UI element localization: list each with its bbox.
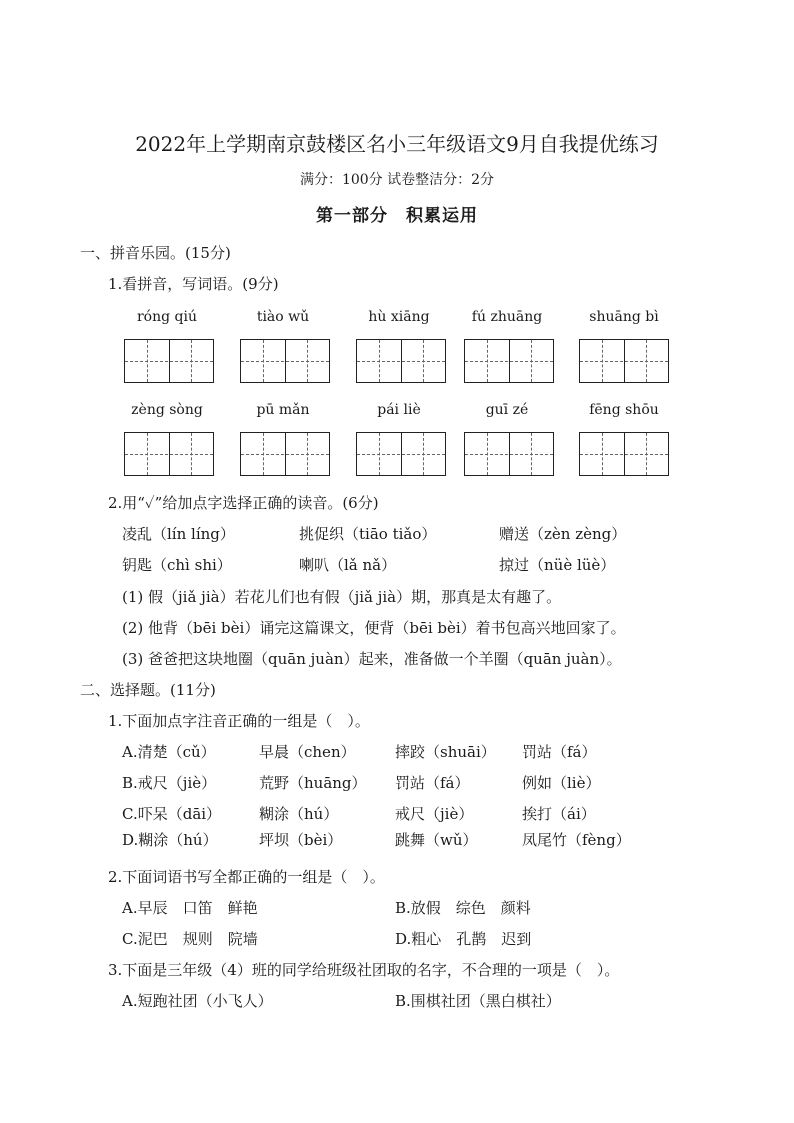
sentence-item[interactable]: (2) 他背（bēi bèi）诵完这篇课文，便背（bēi bèi）着书包高兴地回家了。: [122, 619, 626, 637]
choice-option: 坪坝（bèi）: [259, 831, 343, 849]
choice-option: 戒尺（jiè）: [395, 805, 474, 823]
pronunciation-item[interactable]: 掠过（nüè lüè）: [499, 556, 616, 574]
choice-option[interactable]: B.围棋社团（黑白棋社）: [395, 992, 561, 1010]
writing-grid[interactable]: [464, 432, 554, 476]
pronunciation-item[interactable]: 钥匙（chì shi）: [122, 556, 232, 574]
writing-grid[interactable]: [124, 432, 214, 476]
writing-grid[interactable]: [579, 339, 669, 383]
question-label: 3.下面是三年级（4）班的同学给班级社团取的名字，不合理的一项是（ ）。: [108, 961, 620, 979]
choice-option: 罚站（fá）: [395, 774, 470, 792]
pronunciation-item[interactable]: 赠送（zèn zèng）: [499, 525, 627, 543]
section-heading-choice: 二、选择题。(11分): [80, 681, 216, 699]
pinyin-label: róng qiú: [136, 309, 197, 325]
page-title: 2022年上学期南京鼓楼区名小三年级语文9月自我提优练习: [135, 132, 659, 156]
part-heading: 第一部分 积累运用: [316, 206, 478, 226]
choice-option: 摔跤（shuāi）: [395, 743, 496, 761]
writing-grid[interactable]: [464, 339, 554, 383]
choice-option: 荒野（huāng）: [259, 774, 367, 792]
choice-option: 凤尾竹（fèng）: [522, 831, 631, 849]
writing-grid[interactable]: [356, 339, 446, 383]
choice-option[interactable]: B.戒尺（jiè）: [122, 774, 217, 792]
pinyin-label: fú zhuāng: [471, 309, 543, 325]
pinyin-label: shuāng bì: [589, 309, 659, 325]
question-label: 1.下面加点字注音正确的一组是（ ）。: [108, 712, 370, 730]
pronunciation-item[interactable]: 挑促织（tiāo tiǎo）: [299, 525, 437, 543]
sentence-item[interactable]: (3) 爸爸把这块地圈（quān juàn）起来，准备做一个羊圈（quān juàn）。: [122, 650, 622, 668]
choice-option[interactable]: C.泥巴 规则 院墙: [122, 930, 258, 948]
question-label: 1.看拼音，写词语。(9分): [108, 275, 279, 293]
choice-option: 挨打（ái）: [522, 805, 596, 823]
writing-grid[interactable]: [240, 339, 330, 383]
writing-grid[interactable]: [356, 432, 446, 476]
writing-grid[interactable]: [579, 432, 669, 476]
choice-option[interactable]: D.粗心 孔鹊 迟到: [395, 930, 532, 948]
pronunciation-item[interactable]: 凌乱（lín líng）: [122, 525, 235, 543]
pinyin-label: fēng shōu: [589, 402, 659, 418]
pinyin-label: tiào wǔ: [256, 309, 310, 325]
sentence-item[interactable]: (1) 假（jiǎ jià）若花儿们也有假（jiǎ jià）期，那真是太有趣了。: [122, 588, 562, 606]
section-heading-pinyin: 一、拼音乐园。(15分): [80, 244, 231, 262]
writing-grid[interactable]: [124, 339, 214, 383]
pinyin-label: pū mǎn: [256, 402, 310, 418]
choice-option: 糊涂（hú）: [259, 805, 339, 823]
pronunciation-item[interactable]: 喇叭（lǎ nǎ）: [299, 556, 397, 574]
choice-option[interactable]: B.放假 综色 颜料: [395, 899, 531, 917]
question-label: 2.用“✓”给加点字选择正确的读音。(6分): [108, 494, 379, 512]
pinyin-label: pái liè: [377, 402, 421, 418]
pinyin-label: guī zé: [485, 402, 529, 418]
choice-option[interactable]: C.吓呆（dāi）: [122, 805, 222, 823]
score-info: 满分：100分 试卷整洁分：2分: [299, 172, 495, 188]
writing-grid[interactable]: [240, 432, 330, 476]
pinyin-label: hù xiāng: [368, 309, 430, 325]
choice-option[interactable]: A.早辰 口笛 鲜艳: [122, 899, 258, 917]
choice-option: 跳舞（wǔ）: [395, 831, 478, 849]
choice-option: 早晨（chen）: [259, 743, 356, 761]
pinyin-label: zèng sòng: [131, 402, 203, 418]
question-label: 2.下面词语书写全都正确的一组是（ ）。: [108, 868, 385, 886]
choice-option[interactable]: D.糊涂（hú）: [122, 831, 218, 849]
choice-option[interactable]: A.清楚（cǔ）: [122, 743, 216, 761]
choice-option: 例如（liè）: [522, 774, 601, 792]
choice-option[interactable]: A.短跑社团（小飞人）: [122, 992, 273, 1010]
choice-option: 罚站（fá）: [522, 743, 597, 761]
